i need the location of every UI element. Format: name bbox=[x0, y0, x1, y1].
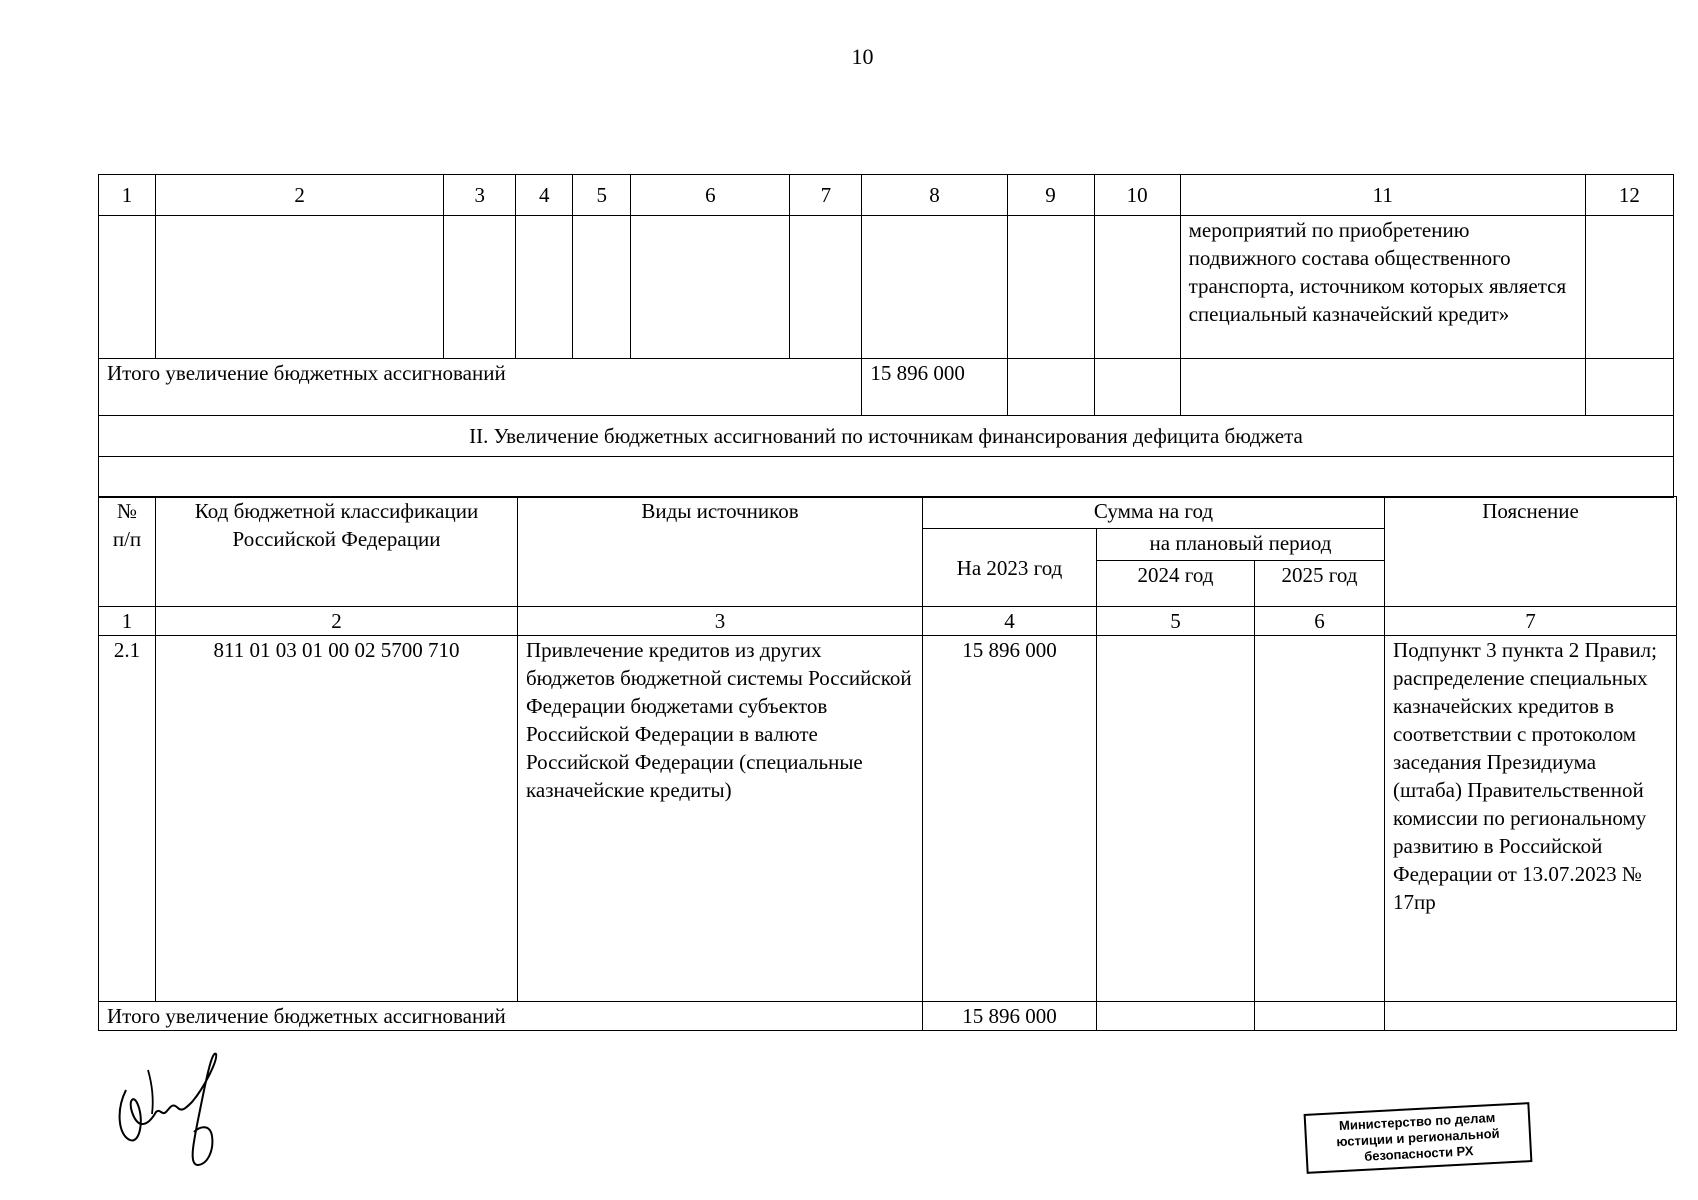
header-year-2024: 2024 год bbox=[1097, 561, 1255, 607]
header-sum: Сумма на год bbox=[923, 497, 1385, 529]
total-label: Итого увеличение бюджетных ассигнований bbox=[99, 1002, 923, 1031]
col-num-11: 11 bbox=[1180, 175, 1585, 216]
row-amount-2023: 15 896 000 bbox=[923, 636, 1097, 1002]
col-num-4: 4 bbox=[923, 607, 1097, 636]
header-row bbox=[99, 497, 1677, 529]
row-num: 2.1 bbox=[99, 636, 156, 1002]
row-amount-2024 bbox=[1097, 636, 1255, 1002]
total-label: Итого увеличение бюджетных ассигнований bbox=[99, 359, 862, 416]
header-code: Код бюджетной классификации Российской Федерации bbox=[156, 497, 518, 607]
col-num-2: 2 bbox=[156, 175, 444, 216]
col-num-3: 3 bbox=[444, 175, 516, 216]
column-number-row bbox=[99, 175, 1674, 216]
total-row bbox=[99, 1002, 1677, 1031]
description-continuation: мероприятий по приобретению подвижного состава общественного транспорта, источником которых является специальный казначейский кредит» bbox=[1180, 216, 1585, 359]
total-row bbox=[99, 359, 1674, 416]
header-plan-period: на плановый период bbox=[1097, 529, 1385, 561]
header-note: Пояснение bbox=[1385, 497, 1677, 607]
table-row bbox=[99, 636, 1677, 1002]
column-number-row bbox=[99, 607, 1677, 636]
total-value: 15 896 000 bbox=[862, 359, 1007, 416]
ministry-stamp: Министерство по делам юстиции и региональной безопасности РХ bbox=[1304, 1102, 1533, 1174]
col-num-10: 10 bbox=[1094, 175, 1180, 216]
section-title-row bbox=[99, 416, 1674, 457]
budget-table-continuation bbox=[98, 174, 1674, 498]
col-num-6: 6 bbox=[1255, 607, 1385, 636]
col-num-12: 12 bbox=[1585, 175, 1673, 216]
col-num-3: 3 bbox=[518, 607, 923, 636]
col-num-1: 1 bbox=[99, 175, 156, 216]
row-note: Подпункт 3 пункта 2 Правил; распределение специальных казначейских кредитов в соответствии с протоколом заседания Президиума (штаба) Правительственной комиссии по региональному развитию в Российской Федерации от 13.07.2023 № 17пр bbox=[1385, 636, 1677, 1002]
signature bbox=[108, 1050, 238, 1180]
header-year-current: На 2023 год bbox=[923, 529, 1097, 607]
col-num-8: 8 bbox=[862, 175, 1007, 216]
row-code: 811 01 03 01 00 02 5700 710 bbox=[156, 636, 518, 1002]
col-num-7: 7 bbox=[1385, 607, 1677, 636]
col-num-1: 1 bbox=[99, 607, 156, 636]
col-num-9: 9 bbox=[1007, 175, 1094, 216]
page-number: 10 bbox=[851, 44, 874, 69]
row-kind: Привлечение кредитов из других бюджетов бюджетной системы Российской Федерации бюджетами субъектов Российской Федерации в валюте Российской Федерации (специальные казначейские кредиты) bbox=[518, 636, 923, 1002]
table-row bbox=[99, 216, 1674, 359]
header-year-2025: 2025 год bbox=[1255, 561, 1385, 607]
header-num: № п/п bbox=[99, 497, 156, 607]
blank-row bbox=[99, 457, 1674, 498]
col-num-5: 5 bbox=[573, 175, 631, 216]
row-amount-2025 bbox=[1255, 636, 1385, 1002]
header-kinds: Виды источников bbox=[518, 497, 923, 607]
col-num-5: 5 bbox=[1097, 607, 1255, 636]
total-value: 15 896 000 bbox=[923, 1002, 1097, 1031]
col-num-4: 4 bbox=[516, 175, 573, 216]
section-title: II. Увеличение бюджетных ассигнований по источникам финансирования дефицита бюджета bbox=[99, 416, 1674, 457]
col-num-6: 6 bbox=[631, 175, 790, 216]
sources-table bbox=[98, 496, 1677, 1031]
col-num-7: 7 bbox=[790, 175, 862, 216]
col-num-2: 2 bbox=[156, 607, 518, 636]
